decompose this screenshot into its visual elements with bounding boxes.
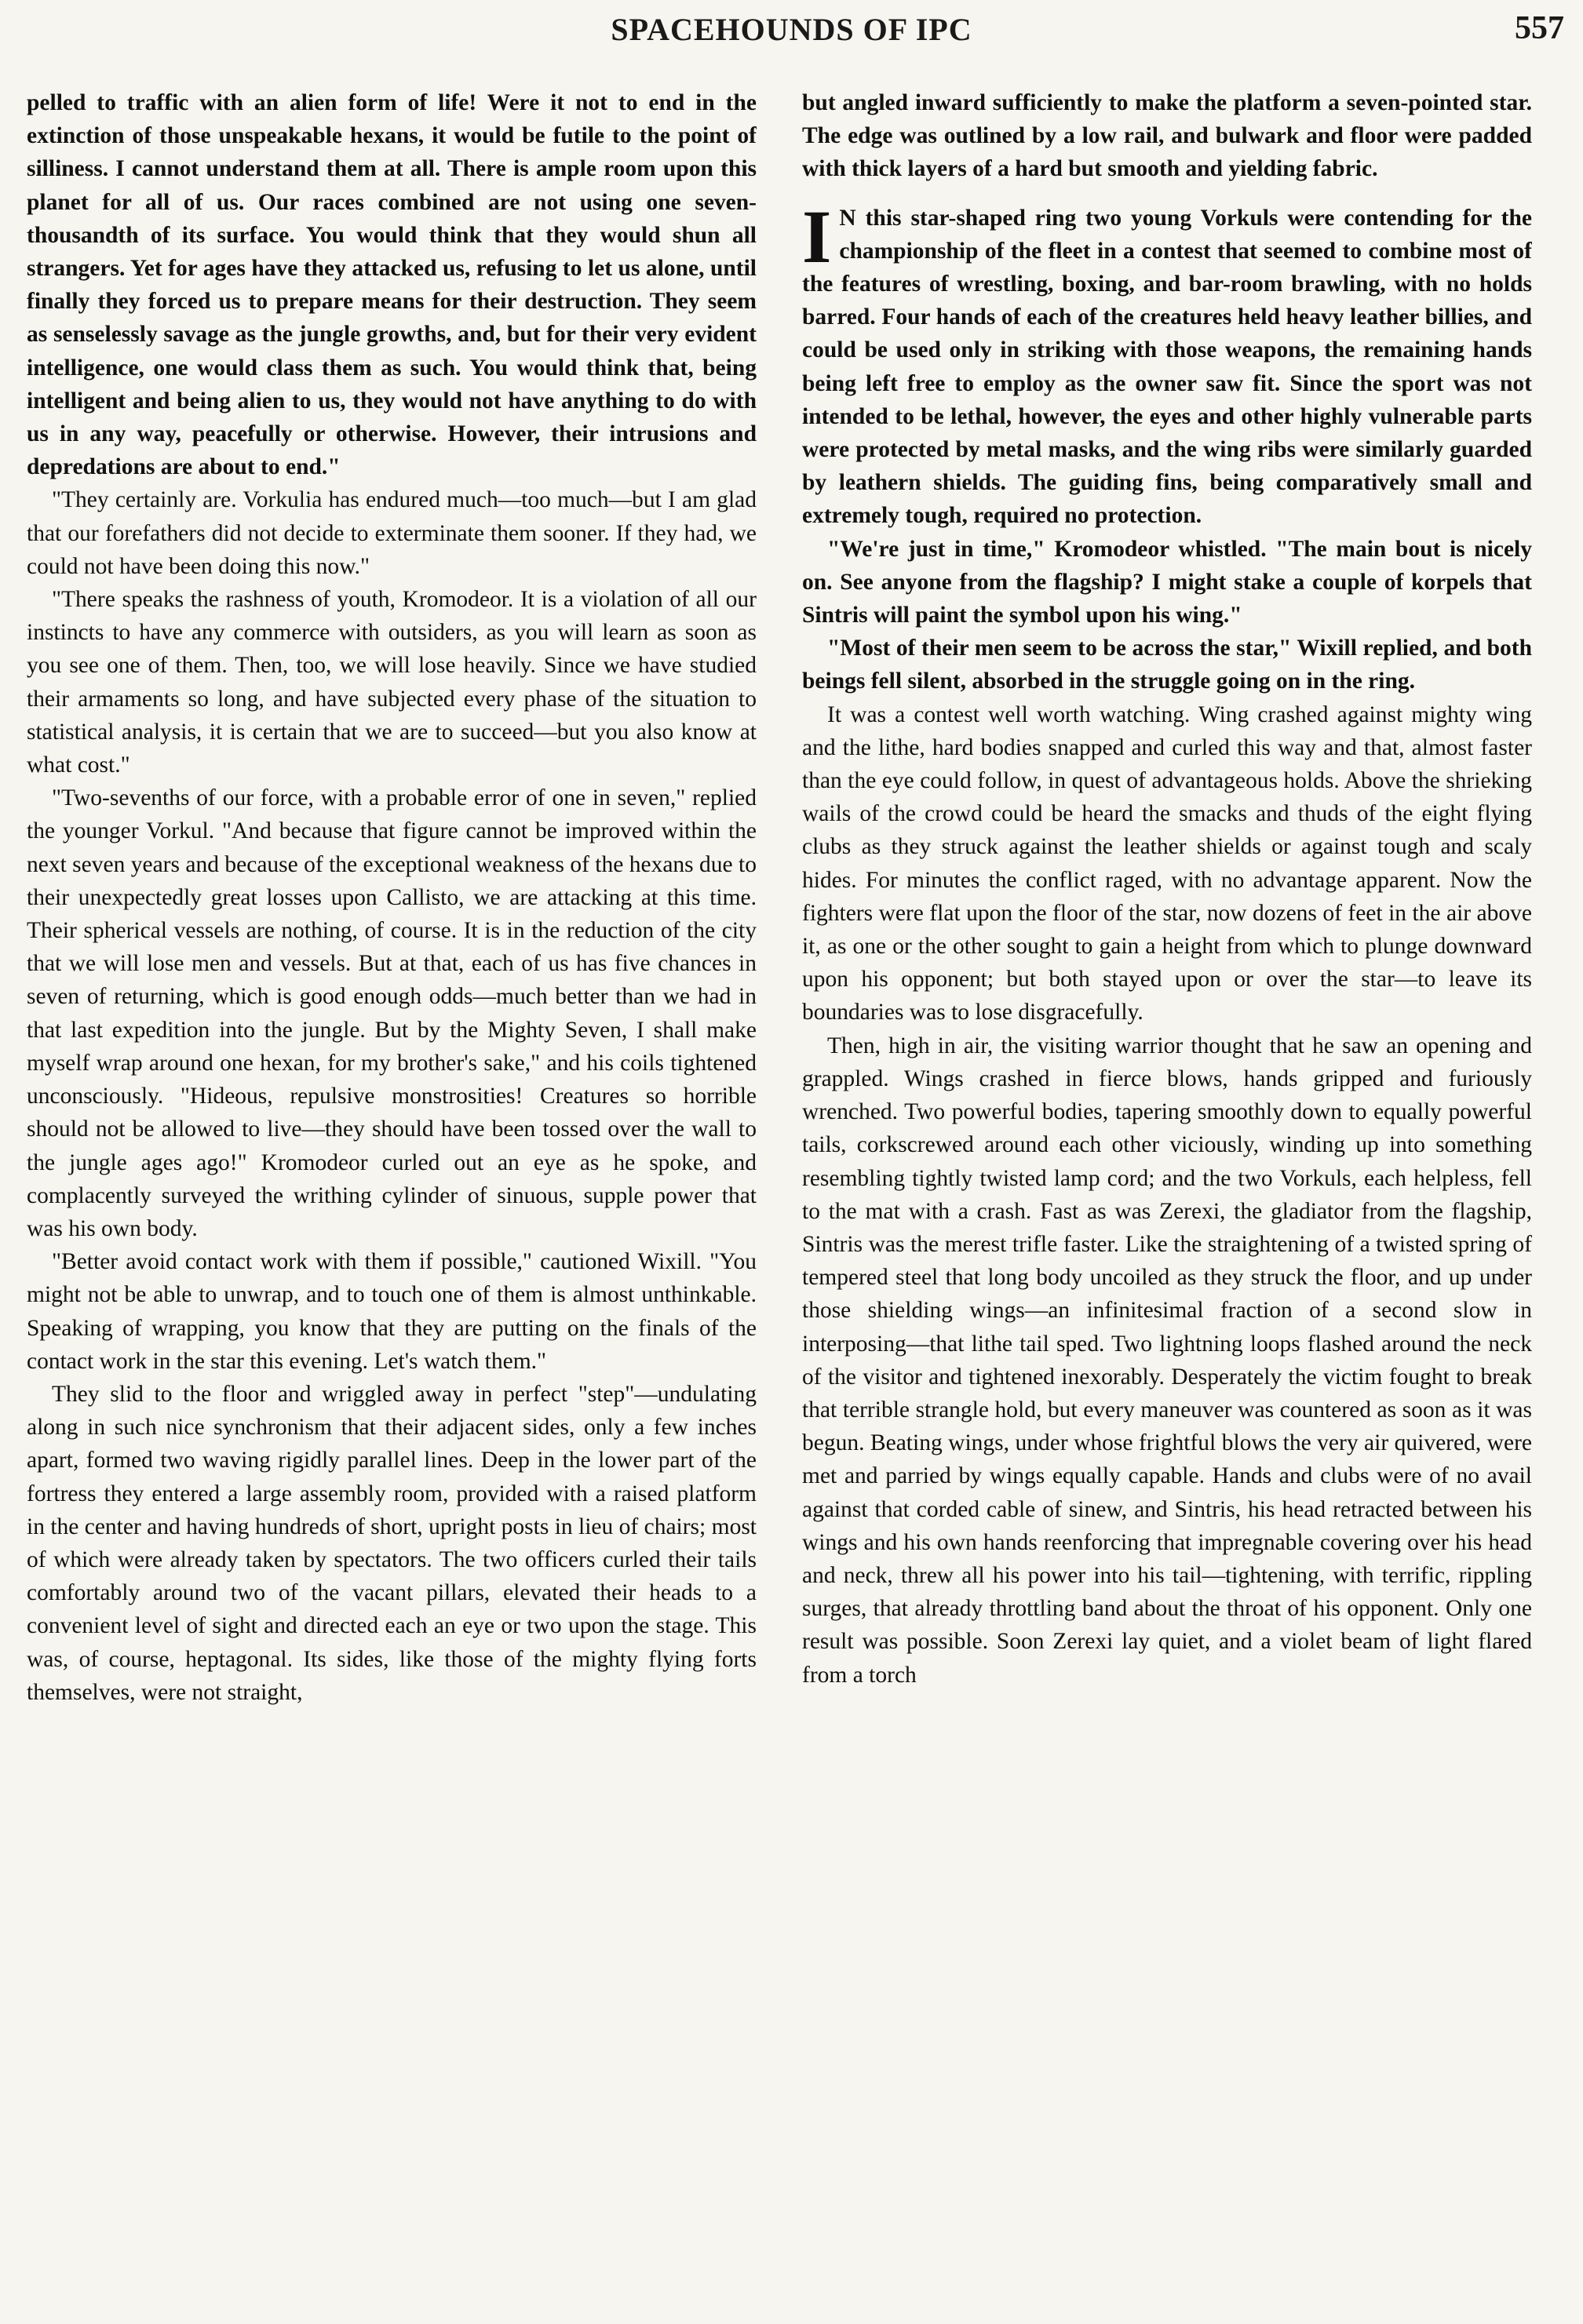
paragraph: They slid to the floor and wriggled away in perfect "step"—undulating along in such nice synchronism that their adjacent sides, only a few inches apart, formed two waving rigidly parallel lines. Deep in the lower part of the fortress they entered a large assembly room, provided with a raised platform in the center and having hundreds of short, upright posts in lieu of chairs; most of which were already taken by spectators. The two officers curled their tails comfortably around two of the vacant pillars, elevated their heads to a convenient level of sight and directed each an eye or two upon the stage. This was, of course, heptagonal. Its sides, like those of the mighty flying forts themselves, were not straight,: [27, 1381, 757, 1705]
dropcap-paragraph: [802, 194, 1532, 533]
paragraph: "There speaks the rashness of youth, Kromodeor. It is a violation of all our instincts to have any commerce with outsiders, as you will learn as soon as you see one of them. Then, too, we will lose heavily. Since we have studied their armaments so long, and have subjected every phase of the situation to statistical analysis, it is certain that we are to succeed—but you also know at what cost.": [27, 587, 757, 778]
paragraph: "We're just in time," Kromodeor whistled. "The main bout is nicely on. See anyone from the flagship? I might stake a couple of korpels that Sintris will paint the symbol upon his wing.": [802, 536, 1532, 628]
running-title: SPACEHOUNDS OF IPC: [611, 12, 972, 47]
paragraph: Then, high in air, the visiting warrior thought that he saw an opening and grappled. Wings crashed in fierce blows, hands gripped and furiously wrenched. Two powerful bodies, tapering smoothly down to equally powerful tails, corkscrewed around each other viciously, winding up into something resembling tightly twisted lamp cord; and the two Vorkuls, each helpless, fell to the mat with a crash. Fast as was Zerexi, the gladiator from the flagship, Sintris was the merest trifle faster. Like the straightening of a twisted spring of tempered steel that long body uncoiled as they struck the floor, and up under those shielding wings—an infinitesimal fraction of a second slow in interposing—that lithe tail sped. Two lightning loops flashed around the neck of the visitor and tightened inexorably. Desperately the victim fought to break that terrible strangle hold, but every maneuver was countered as soon as it was begun. Beating wings, under whose frightful blows the very air quivered, were met and parried by wings equally capable. Hands and clubs were of no avail against that corded cable of sinew, and Sintris, his head retracted between his wings and his own hands reenforcing that impregnable covering over his head and neck, threw all his power into his tail—tightening, with terrific, rippling surges, that already throttling band about the throat of his opponent. Only one result was possible. Soon Zerexi lay quiet, and a violet beam of light flared from a torch: [802, 1033, 1532, 1688]
dropcap-paragraph-text: N this star-shaped ring two young Vorkuls were contending for the championship of the fleet in a contest that seemed to combine most of the features of wrestling, boxing, and bar-room brawling, with no holds barred. Four hands of each of the creatures held heavy leather billies, and could be used only in striking with those weapons, the remaining hands being left free to employ as the owner saw fit. Since the sport was not intended to be lethal, however, the eyes and other highly vulnerable parts were protected by metal masks, and the wing ribs were similarly guarded by leathern shields. The guiding fins, being comparatively small and extremely tough, required no protection.: [802, 205, 1532, 529]
paragraph: "Most of their men seem to be across the star," Wixill replied, and both beings fell silent, absorbed in the struggle going on in the ring.: [802, 636, 1532, 694]
right-column: [802, 86, 1532, 2315]
paragraph: "They certainly are. Vorkulia has endured much—too much—but I am glad that our forefathers did not decide to exterminate them sooner. If they had, we could not have been doing this now.": [27, 487, 757, 579]
paragraph: but angled inward sufficiently to make the platform a seven-pointed star. The edge was outlined by a low rail, and bulwark and floor were padded with thick layers of a hard but smooth and yielding fabric.: [802, 90, 1532, 182]
paragraph: pelled to traffic with an alien form of life! Were it not to end in the extinction of those unspeakable hexans, it would be futile to the point of silliness. I cannot understand them at all. There is ample room upon this planet for all of us. Our races combined are not using one seven-thousandth of its surface. You would think that they would shun all strangers. Yet for ages have they attacked us, refusing to let us alone, until finally they forced us to prepare means for their destruction. They seem as senselessly savage as the jungle growths, and, but for their very evident intelligence, one would class them as such. You would think that, being intelligent and being alien to us, they would not have anything to do with us in any way, peacefully or otherwise. However, their intrusions and depredations are about to end.": [27, 90, 757, 480]
paragraph: "Better avoid contact work with them if possible," cautioned Wixill. "You might not be able to unwrap, and to touch one of them is almost unthinkable. Speaking of wrapping, you know that they are putting on the finals of the contact work in the star this evening. Let's watch them.": [27, 1249, 757, 1374]
page-header: [0, 0, 1583, 75]
paragraph: It was a contest well worth watching. Wing crashed against mighty wing and the lithe, hard bodies snapped and curled this way and that, almost faster than the eye could follow, in quest of advantageous holds. Above the shrieking wails of the crowd could be heard the smacks and thuds of the eight flying clubs as they struck against the leather shields or against tough and scaly hides. For minutes the conflict raged, with no advantage apparent. Now the fighters were flat upon the floor of the star, now dozens of feet in the air above it, as one or the other sought to gain a height from which to plunge downward upon his opponent; but both stayed upon or over the star—to leave its boundaries was to lose disgracefully.: [802, 701, 1532, 1025]
paragraph: "Two-sevenths of our force, with a probable error of one in seven," replied the younger Vorkul. "And because that figure cannot be improved within the next seven years and because of the exceptional weakness of the hexans due to their unexpectedly great losses upon Callisto, we are attacking at this time. Their spherical vessels are nothing, of course. It is in the reduction of the city that we will lose men and vessels. But at that, each of us has five chances in seven of returning, which is good enough odds—much better than we had in that last expedition into the jungle. But by the Mighty Seven, I shall make myself wrap around one hexan, for my brother's sake," and his coils tightened unconsciously. "Hideous, repulsive monstrosities! Creatures so horrible should not be allowed to live—they should have been tossed over the wall to the jungle ages ago!" Kromodeor curled out an eye as he spoke, and complacently surveyed the writhing cylinder of sinuous, supple power that was his own body.: [27, 785, 757, 1241]
left-column: [27, 86, 757, 2315]
page-number: 557: [1515, 10, 1564, 46]
drop-cap: I: [802, 194, 832, 279]
